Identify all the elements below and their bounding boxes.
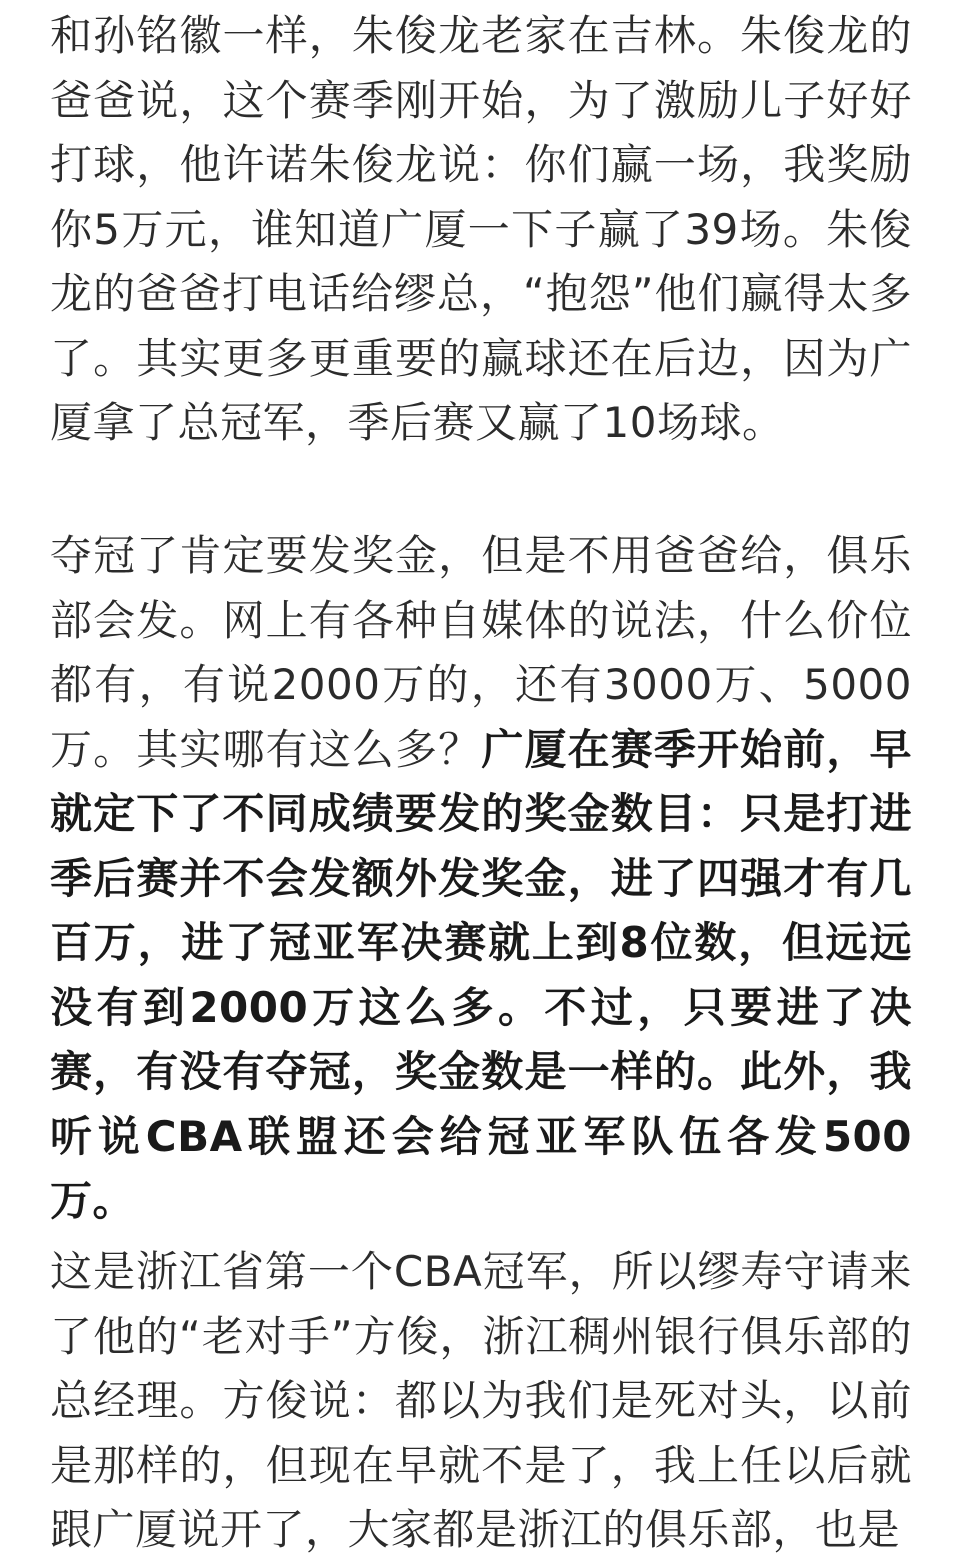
paragraph-2-bold-text: 广厦在赛季开始前，早就定下了不同成绩要发的奖金数目：只是打进季后赛并不会发额外发奖金，进了四强才有几百万，进了冠亚军决赛就上到8位数，但远远没有到2000万这么多。不过，只要进了决赛，有没有夺冠，奖金数是一样的。此外，我听说CBA联盟还会给冠亚军队伍各发500万。 (50, 724, 912, 1225)
paragraph-3: 这是浙江省第一个CBA冠军，所以缪寿守请来了他的“老对手”方俊，浙江稠州银行俱乐部的总经理。方俊说：都以为我们是死对头，以前是那样的，但现在早就不是了，我上任以后就跟广厦说开了，大家都是浙江的俱乐部，也是 (50, 1247, 912, 1554)
paragraph-1: 和孙铭徽一样，朱俊龙老家在吉林。朱俊龙的爸爸说，这个赛季刚开始，为了激励儿子好好打球，他许诺朱俊龙说：你们赢一场，我奖励你5万元，谁知道广厦一下子赢了39场。朱俊龙的爸爸打电话给缪总，“抱怨”他们赢得太多了。其实更多更重要的赢球还在后边，因为广厦拿了总冠军，季后赛又赢了10场球。 (50, 11, 912, 447)
paragraph-2 (50, 524, 912, 1234)
paragraph-2-normal-text: 夺冠了肯定要发奖金，但是不用爸爸给，俱乐部会发。网上有各种自媒体的说法，什么价位都有，有说2000万的，还有3000万、5000万。其实哪有这么多？ (50, 531, 912, 774)
